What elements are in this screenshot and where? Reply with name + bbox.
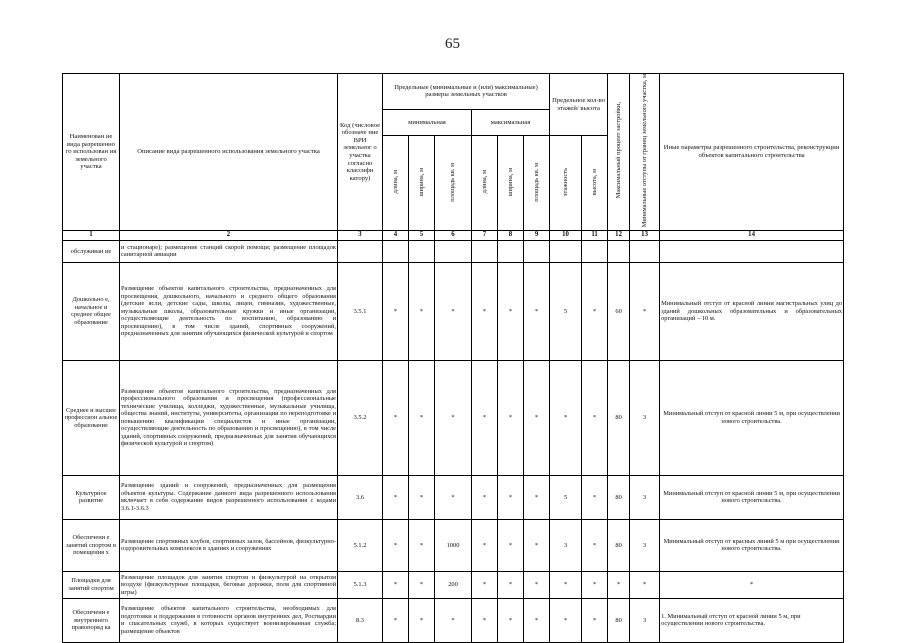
param-cell-v7: [472, 240, 498, 262]
param-cell-v5: [409, 240, 435, 262]
param-cell-v5: *: [409, 360, 435, 475]
page-number: 65: [445, 36, 460, 52]
use-type-code: 3.5.2: [338, 360, 383, 475]
param-cell-v9: *: [524, 262, 550, 360]
header-maximum: максимальная: [472, 109, 550, 136]
use-type-code: 5.1.3: [338, 571, 383, 598]
param-cell-v11: *: [582, 598, 608, 642]
param-cell-v7: *: [472, 571, 498, 598]
column-number: 11: [582, 230, 608, 240]
param-cell-v8: *: [498, 571, 524, 598]
param-cell-v6: [435, 240, 472, 262]
column-number: 14: [660, 230, 844, 240]
param-cell-v6: 200: [435, 571, 472, 598]
param-cell-v7: *: [472, 262, 498, 360]
param-cell-v11: [582, 240, 608, 262]
param-cell-v4: *: [383, 262, 409, 360]
column-number: 6: [435, 230, 472, 240]
use-type-description: Размещение зданий и сооружений, предназначенных для размещения объектов культуры. Содержание данного вида разрешенного использования включает в себя содержание видов разрешенного использования с кодами 3.6.1-3.6.3: [120, 475, 338, 519]
column-number: 7: [472, 230, 498, 240]
header-minimum: минимальная: [383, 109, 472, 136]
other-params: 1. Минимальный отступ от красной линии 5 м, при осуществлении нового строительства.: [660, 598, 844, 642]
use-type-description: Размещение спортивных клубов, спортивных залов, бассейнов, физкультурно-оздоровительных комплексов в зданиях и сооружениях: [120, 519, 338, 571]
param-cell-v10: 5: [550, 262, 582, 360]
table-row: [63, 519, 844, 571]
other-params: Минимальный отступ от красной линии 5 м, при осуществлении нового строительства.: [660, 475, 844, 519]
table-row: [63, 598, 844, 642]
header-min-area: площадь кв. м: [435, 136, 472, 231]
column-number: 12: [608, 230, 630, 240]
param-cell-v13: 3: [630, 598, 660, 642]
param-cell-v12: 80: [608, 475, 630, 519]
param-cell-v10: *: [550, 360, 582, 475]
column-number: 1: [63, 230, 120, 240]
param-cell-v8: *: [498, 360, 524, 475]
param-cell-v7: *: [472, 519, 498, 571]
column-number: 9: [524, 230, 550, 240]
param-cell-v13: [630, 240, 660, 262]
use-type-name: Среднее и высшее профессион альное образование: [63, 360, 120, 475]
param-cell-v4: *: [383, 519, 409, 571]
param-cell-v13: 3: [630, 519, 660, 571]
header-other-params: Иные параметры разрешенного строительства, реконструкции объектов капитального строительства: [660, 74, 844, 231]
use-type-name: Обеспечени е внутреннего правопоряд ка: [63, 598, 120, 642]
table-row: [63, 571, 844, 598]
param-cell-v10: *: [550, 598, 582, 642]
param-cell-v12: *: [608, 571, 630, 598]
column-number-row: [63, 230, 844, 240]
table-row: [63, 240, 844, 262]
param-cell-v5: *: [409, 475, 435, 519]
param-cell-v8: *: [498, 598, 524, 642]
column-number: 8: [498, 230, 524, 240]
param-cell-v10: [550, 240, 582, 262]
param-cell-v13: *: [630, 571, 660, 598]
column-number: 2: [120, 230, 338, 240]
param-cell-v9: *: [524, 360, 550, 475]
header-coverage: Максимальный процент застройки,: [608, 74, 630, 231]
header-max-area: площадь кв. м: [524, 136, 550, 231]
use-type-description: Размещение объектов капитального строительства, предназначенных для просвещения, дошкольного, начального и среднего общего образования (детские ясли, детские сады, школы, лицеи, гимназии, художественные, музыкальные школы, образовательные кружки и иные организации, осуществляющие деятельность по воспитанию, образованию и просвещению), в том числе зданий, спортивных сооружений, предназначенных для занятия обучающихся физической культурой и спортом: [120, 262, 338, 360]
table-row: [63, 360, 844, 475]
use-type-code: 3.5.1: [338, 262, 383, 360]
param-cell-v5: *: [409, 262, 435, 360]
param-cell-v6: 1000: [435, 519, 472, 571]
use-type-name: обслуживан ие: [63, 240, 120, 262]
param-cell-v10: 5: [550, 475, 582, 519]
header-max-length: длина, м: [472, 136, 498, 231]
column-number: 3: [338, 230, 383, 240]
param-cell-v7: *: [472, 360, 498, 475]
param-cell-v9: *: [524, 519, 550, 571]
param-cell-v13: *: [630, 262, 660, 360]
other-params: Минимальный отступ от красной линии 5 м, при осуществлении нового строительства.: [660, 360, 844, 475]
param-cell-v11: *: [582, 519, 608, 571]
param-cell-v9: *: [524, 598, 550, 642]
param-cell-v7: *: [472, 598, 498, 642]
param-cell-v4: *: [383, 598, 409, 642]
param-cell-v7: *: [472, 475, 498, 519]
param-cell-v4: [383, 240, 409, 262]
column-number: 10: [550, 230, 582, 240]
param-cell-v4: *: [383, 360, 409, 475]
use-type-name: Культурное развитие: [63, 475, 120, 519]
param-cell-v9: *: [524, 475, 550, 519]
use-type-name: Дошкольно е, начальное и среднее общее образование: [63, 262, 120, 360]
table-row: [63, 475, 844, 519]
param-cell-v11: *: [582, 571, 608, 598]
param-cell-v4: *: [383, 475, 409, 519]
column-number: 4: [383, 230, 409, 240]
use-type-name: Обеспечени е занятий спортом в помещения х: [63, 519, 120, 571]
header-floors-height: Предельное кол-во этажей/ высота: [550, 74, 608, 136]
param-cell-v11: *: [582, 262, 608, 360]
param-cell-v6: *: [435, 360, 472, 475]
header-code: Код (числовое обозначе ние ВРИ земельног о участка согласно классифи катору): [338, 74, 383, 231]
param-cell-v13: 3: [630, 360, 660, 475]
column-number: 13: [630, 230, 660, 240]
param-cell-v12: 80: [608, 360, 630, 475]
param-cell-v13: 3: [630, 475, 660, 519]
param-cell-v8: [498, 240, 524, 262]
header-height: высота, м: [582, 136, 608, 231]
column-number: 5: [409, 230, 435, 240]
param-cell-v8: *: [498, 475, 524, 519]
param-cell-v5: *: [409, 571, 435, 598]
param-cell-v5: *: [409, 519, 435, 571]
use-type-code: [338, 240, 383, 262]
param-cell-v6: *: [435, 598, 472, 642]
table-row: [63, 262, 844, 360]
other-params: Минимальный отступ от красных линий 5 м при осуществлении нового строительства.: [660, 519, 844, 571]
other-params: Минимальный отступ от красной линии магистральных улиц до зданий дошкольных образовательных и образовательных организаций – 10 м.: [660, 262, 844, 360]
header-max-width: ширина, м: [498, 136, 524, 231]
use-type-description: Размещение объектов капитального строительства, предназначенных для профессионального образования и просвещения (профессиональные технические училища, колледжи, художественные, музыкальные училища, общества знаний, институты, университеты, организации по переподготовке и повышению квалификации специалистов и иные организации, осуществляющие деятельность по образованию и просвещению), в том числе зданий, спортивных сооружений, предназначенных для занятия обучающихся физической культурой и спортом): [120, 360, 338, 475]
param-cell-v12: 60: [608, 262, 630, 360]
other-params: [660, 240, 844, 262]
param-cell-v12: 80: [608, 519, 630, 571]
param-cell-v8: *: [498, 262, 524, 360]
param-cell-v4: *: [383, 571, 409, 598]
header-min-length: длина, м: [383, 136, 409, 231]
param-cell-v11: *: [582, 360, 608, 475]
use-type-description: Размещение объектов капитального строительства, необходимых для подготовки и поддержания в готовности органов внутренних дел, Росгвардии и спасательных служб, в которых существует военизированная служба; размещение объектов: [120, 598, 338, 642]
use-type-name: Площадки для занятий спортом: [63, 571, 120, 598]
param-cell-v6: *: [435, 475, 472, 519]
use-type-description: и стационаре); размещение станций скорой помощи; размещение площадок санитарной авиации: [120, 240, 338, 262]
param-cell-v9: [524, 240, 550, 262]
param-cell-v12: 80: [608, 598, 630, 642]
use-type-code: 8.3: [338, 598, 383, 642]
header-min-width: ширина, м: [409, 136, 435, 231]
header-setback: Минимальные отступы от границ земельного участка, м: [630, 74, 660, 231]
param-cell-v6: *: [435, 262, 472, 360]
param-cell-v9: *: [524, 571, 550, 598]
header-name: Наименован ие вида разрешенно го использован ия земельного участка: [63, 74, 120, 231]
param-cell-v5: *: [409, 598, 435, 642]
param-cell-v12: [608, 240, 630, 262]
param-cell-v11: *: [582, 475, 608, 519]
param-cell-v10: 3: [550, 519, 582, 571]
use-type-code: 3.6: [338, 475, 383, 519]
other-params: *: [660, 571, 844, 598]
param-cell-v8: *: [498, 519, 524, 571]
header-description: Описание вида разрешенного использования земельного участка: [120, 74, 338, 231]
use-type-code: 5.1.2: [338, 519, 383, 571]
header-plot-sizes: Предельные (минимальные и (или) максимальные) размеры земельных участков: [383, 74, 550, 110]
land-use-table: [62, 73, 844, 643]
header-floors: этажность: [550, 136, 582, 231]
use-type-description: Размещение площадок для занятия спортом и физкультурой на открытом воздухе (физкультурные площадки, беговые дорожки, поля для спортивной игры): [120, 571, 338, 598]
param-cell-v10: *: [550, 571, 582, 598]
